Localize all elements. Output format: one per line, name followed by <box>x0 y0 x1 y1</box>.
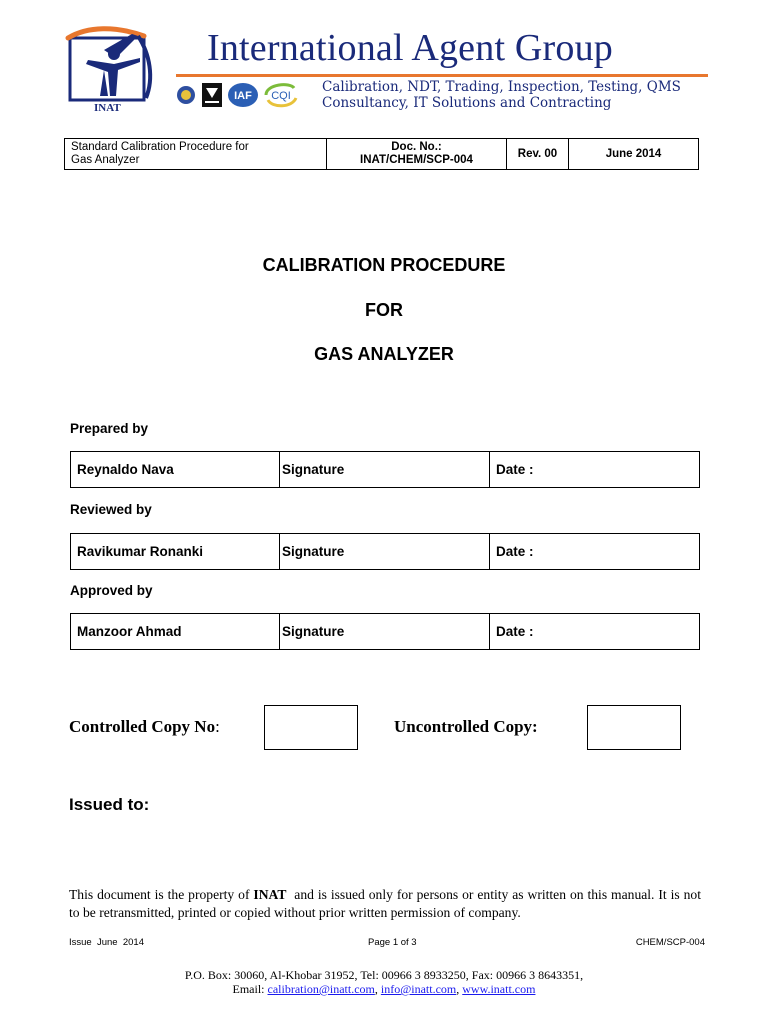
controlled-copy-colon: : <box>215 717 220 736</box>
services-line-2: Consultancy, IT Solutions and Contracting <box>322 95 612 111</box>
issue-date: Issue June 2014 <box>69 937 144 948</box>
approved-by-name: Manzoor Ahmad <box>71 614 280 650</box>
title-line-2: FOR <box>365 300 403 320</box>
doc-number-cell <box>327 139 507 170</box>
issued-to-label: Issued to: <box>69 795 150 814</box>
doc-title-line-2: Gas Analyzer <box>71 154 140 166</box>
header-divider <box>176 74 708 77</box>
logo-label: INAT <box>94 102 121 114</box>
services-tagline <box>322 79 681 111</box>
reviewed-by-date: Date : <box>490 534 700 570</box>
email-label: Email: <box>232 982 265 996</box>
prepared-by-label: Prepared by <box>70 421 149 436</box>
prepared-by-date: Date : <box>490 452 700 488</box>
prepared-by-table <box>70 451 700 488</box>
reviewed-by-label: Reviewed by <box>70 502 152 517</box>
approved-by-table <box>70 613 700 650</box>
doc-code: CHEM/SCP-004 <box>635 937 705 948</box>
document-info-table <box>64 138 699 170</box>
revision-cell: Rev. 00 <box>507 139 569 170</box>
uncontrolled-copy-box[interactable] <box>587 705 681 750</box>
controlled-copy-label <box>69 717 220 737</box>
certification-logos <box>176 80 314 110</box>
reviewed-by-table <box>70 533 700 570</box>
doc-date-cell: June 2014 <box>569 139 699 170</box>
notice-company: INAT <box>253 887 287 902</box>
company-name: International Agent Group <box>207 27 614 69</box>
controlled-copy-box[interactable] <box>264 705 358 750</box>
inat-logo <box>64 24 174 116</box>
approved-by-signature: Signature <box>280 614 490 650</box>
iaf-logo <box>228 83 258 107</box>
approved-by-date: Date : <box>490 614 700 650</box>
reviewed-by-signature: Signature <box>280 534 490 570</box>
reviewed-by-name: Ravikumar Ronanki <box>71 534 280 570</box>
contact-line: Email: calibration@inatt.com, info@inatt.com, www.inatt.com <box>232 982 536 996</box>
calibration-email-link[interactable]: calibration@inatt.com <box>267 982 375 996</box>
prepared-by-name: Reynaldo Nava <box>71 452 280 488</box>
approved-by-label: Approved by <box>70 583 153 598</box>
website-link[interactable]: www.inatt.com <box>462 982 536 996</box>
services-line-1: Calibration, NDT, Trading, Inspection, Testing, QMS <box>322 79 681 95</box>
svg-text:IAF: IAF <box>234 90 252 102</box>
emblem-logo <box>177 86 195 104</box>
doc-title-line-1: Standard Calibration Procedure for <box>71 141 249 153</box>
address-line: P.O. Box: 30060, Al-Khobar 31952, Tel: 00966 3 8933250, Fax: 00966 3 8643351, <box>184 968 584 982</box>
doc-number-label: Doc. No.: <box>391 141 442 153</box>
ukas-logo <box>202 83 222 107</box>
prepared-by-signature: Signature <box>280 452 490 488</box>
property-notice <box>69 886 701 922</box>
doc-title-cell <box>65 139 327 170</box>
controlled-copy-text: Controlled Copy No <box>69 717 216 736</box>
notice-prefix: This document is the property of <box>69 887 250 902</box>
uncontrolled-copy-label: Uncontrolled Copy: <box>394 717 538 736</box>
doc-number-value: INAT/CHEM/SCP-004 <box>360 154 473 166</box>
page-number: Page 1 of 3 <box>368 937 417 948</box>
company-address <box>0 968 768 996</box>
info-email-link[interactable]: info@inatt.com <box>380 982 457 996</box>
title-line-1: CALIBRATION PROCEDURE <box>262 255 506 275</box>
cqi-logo <box>266 85 296 106</box>
notice-suffix: and is issued only for persons or entity as written on this manual. It is not to be retransmitted, printed or copied without prior written permission of company. <box>69 887 701 920</box>
title-line-3: GAS ANALYZER <box>314 344 454 364</box>
svg-text:CQI: CQI <box>271 90 291 102</box>
